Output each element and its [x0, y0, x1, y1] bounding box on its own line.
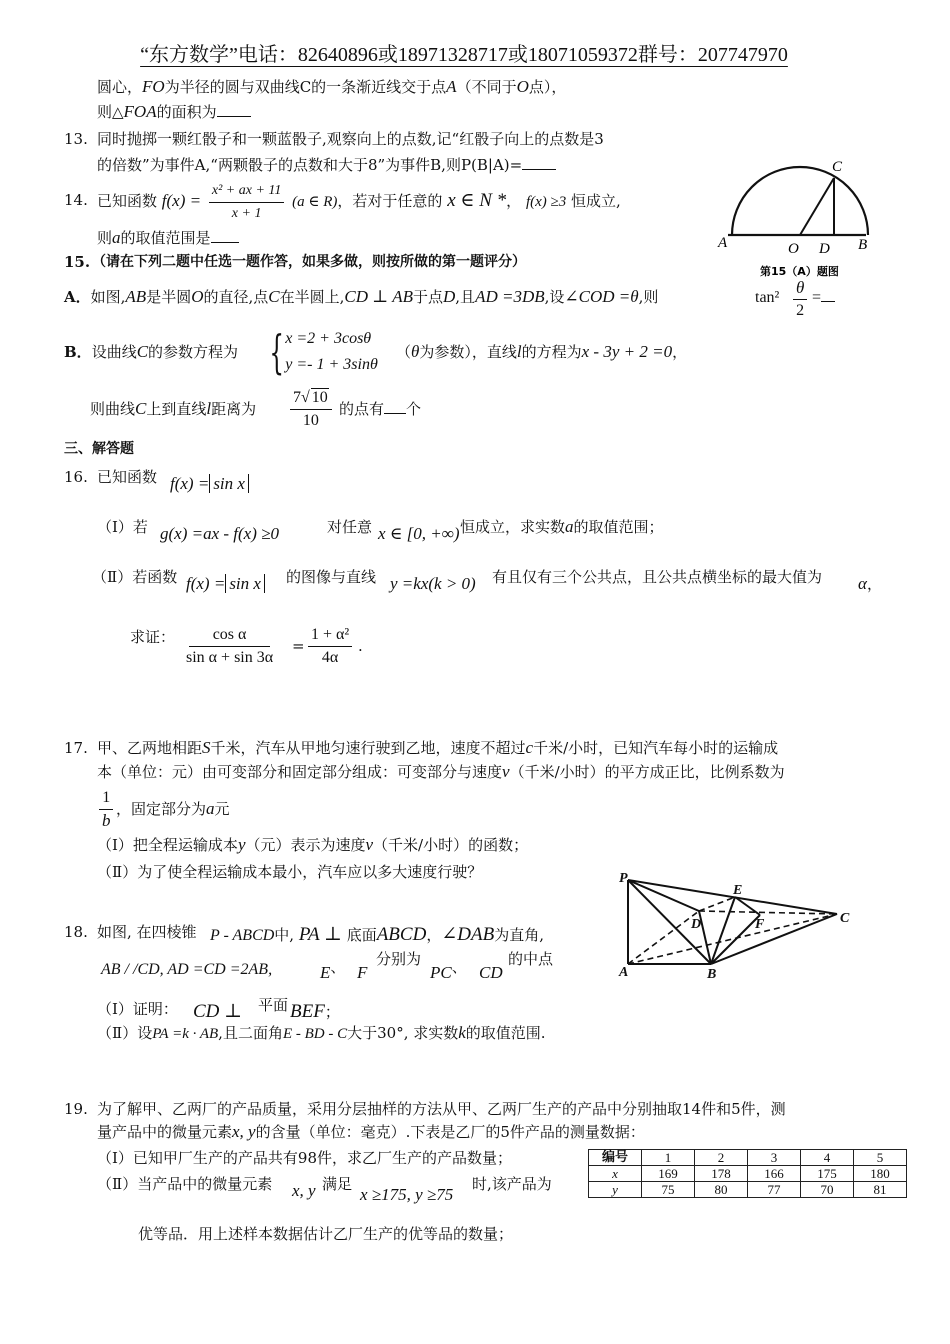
table-header-cell: 5 [854, 1150, 907, 1166]
q15b-t7: 则曲线 [90, 400, 136, 418]
q16-p1-label: （Ⅰ）若 [97, 518, 148, 536]
q15b-theta: θ [411, 342, 420, 361]
q15a-answer-blank [821, 287, 835, 302]
q14-a: a [112, 228, 121, 247]
label-f: F [755, 917, 765, 932]
header-text: “东方数学”电话：82640896或18971328717或18071059372群号：207747970 [140, 44, 788, 66]
q18-p1-t3: ； [324, 1003, 340, 1021]
q16-fx [170, 473, 249, 495]
q16-p2-alpha: α [858, 574, 867, 593]
q16-dot: . [358, 637, 363, 655]
q14-text-d: 恒成立, [571, 192, 621, 210]
label-c: C [832, 159, 843, 175]
q18-t6: 分别为 [376, 950, 422, 968]
segment-de-dashed [699, 897, 735, 911]
q15a-t6: ,且 [455, 288, 476, 306]
table-header-label: 编号 [589, 1150, 642, 1166]
q19-part1: （Ⅰ）已知甲厂生产的产品共有98件，求乙厂生产的产品数量； [97, 1149, 513, 1167]
q15b-line2 [90, 398, 256, 420]
q15a-ad-eq: AD =3DB [475, 287, 545, 306]
q16-p1-domain: x ∈ [0, +∞) [378, 524, 460, 543]
q15a-theta-over-2 [793, 277, 807, 322]
q18-e: E [320, 963, 331, 982]
q18-t1: 如图, 在四棱锥 [97, 923, 197, 941]
q15b-line2-rest [339, 398, 421, 420]
segment-oc [800, 178, 834, 235]
q15a-o: O [191, 287, 204, 306]
q18-p1-t2: 平面 [258, 996, 289, 1014]
q12-text-c: （不同于 [456, 78, 517, 96]
q16-p2-abs-sinx: sin x [225, 574, 265, 593]
q19-xy: x, y [232, 1122, 256, 1141]
semicircle-arc [732, 167, 868, 235]
q15b-l: l [516, 342, 522, 361]
q16-line1 [97, 466, 157, 488]
q15b-dist-root: 10 [311, 389, 328, 406]
q15b-dist-num: 7√ 10 [290, 387, 332, 410]
q14-line2 [97, 227, 239, 249]
q15b-t8: 上到直线 [146, 400, 207, 418]
q19-part2-cond [360, 1184, 453, 1206]
q17-y: y [237, 835, 246, 854]
q17-t4: 本（单位：元）由可变部分和固定部分组成：可变部分与速度 [97, 763, 503, 781]
q12-fo: FO [142, 77, 165, 96]
table-row-label: x [589, 1166, 642, 1182]
q19-p2-xy: x, y [292, 1181, 316, 1200]
q15b-dist-den: 10 [302, 412, 319, 429]
q14-fraction [209, 180, 284, 225]
q16-rhs-num: 1 + α² [308, 624, 352, 647]
q18-p2-dihedral: E - BD - C [282, 1026, 348, 1042]
q12-text-e: 则△ [97, 103, 124, 121]
q15a-tan-expr [755, 286, 779, 309]
table-cell: 180 [854, 1166, 907, 1182]
q16-lhs-den: sin α + sin 3α [186, 649, 274, 666]
q18-p1-bef: BEF [290, 1001, 325, 1022]
q18-line2-pc [430, 958, 467, 984]
q15a-label: A． [64, 288, 91, 306]
q17-v: v [502, 762, 510, 781]
q18-abcd: ABCD [376, 924, 427, 945]
q18-t7: 的中点 [508, 950, 554, 968]
q19-part2-cont: 优等品．用上述样本数据估计乙厂生产的优等品的数量； [138, 1225, 514, 1243]
q15b-t6: ， [672, 343, 688, 361]
label-b: B [707, 967, 717, 982]
q16-lhs-frac [183, 624, 276, 669]
q19-number: 19. [64, 1100, 88, 1118]
q16-p1-a: a [565, 517, 574, 536]
q14-fx-ge-3: f(x) ≥3 [525, 194, 567, 210]
q18-number: 18. [64, 923, 88, 941]
q18-p2-t2: ,且二面角 [218, 1024, 283, 1042]
q15b-label: B． [64, 343, 92, 361]
q16-eq-sign: = [292, 637, 305, 655]
label-o: O [788, 241, 799, 257]
q18-p1-cd-perp: CD ⊥ [193, 1001, 243, 1022]
q19-p2-text-c: 时,该产品为 [472, 1175, 552, 1193]
figure-18-pyramid [615, 866, 855, 986]
section-3-title: 三、解答题 [64, 441, 134, 457]
q18-part1 [97, 998, 178, 1020]
q13-line2 [97, 154, 556, 176]
q15b-answer-blank [384, 399, 406, 414]
q17-frac-num: 1 [99, 787, 113, 810]
q16-part2 [92, 566, 177, 588]
q17-number: 17. [64, 739, 88, 757]
q15b-x-eq: x =2 + 3cosθ [285, 330, 372, 347]
q16-part2-t1 [286, 566, 376, 588]
q16-p1-gx: g(x) =ax - f(x) ≥0 [160, 524, 279, 543]
label-a: A [619, 965, 629, 980]
q15b-line1-rest [396, 341, 687, 363]
q18-cd: CD [479, 963, 503, 982]
q17-line3 [116, 798, 230, 820]
q18-part2 [97, 1022, 546, 1045]
q18-line1 [97, 921, 197, 943]
table-row [589, 1166, 907, 1182]
q13-text: 的倍数”为事件A,“两颗骰子的点数和大于8”为事件B,则P(B|A)= [97, 156, 523, 174]
segment-eb [711, 897, 735, 964]
q16-rhs-den: 4α [321, 649, 339, 666]
q15a-t5: 于点 [412, 288, 443, 306]
figure-15a-caption: 第15（A）题图 [760, 265, 839, 278]
q18-f: F [357, 963, 368, 982]
segment-fb [711, 915, 760, 964]
q17-t1: 甲、乙两地相距 [97, 739, 203, 757]
q18-pyramid-name: P - ABCD [210, 927, 275, 944]
q16-p2-fx: f(x) = [186, 574, 226, 593]
q17-c: c [525, 738, 534, 757]
q14-fx: f(x) = [161, 191, 202, 210]
q15a-cd-perp-ab: CD ⊥ AB [344, 287, 413, 306]
q14-text-c: ， [506, 192, 522, 210]
q17-t5: （千米/小时）的平方成正比，比例系数为 [509, 763, 785, 781]
q16-p2-line-eq: y =kx(k > 0) [390, 574, 476, 593]
q18-p2-pa-eq: PA =k · AB [152, 1026, 219, 1042]
q16-lhs-num: cos α [189, 624, 271, 647]
q19-p2-text-b: 满足 [322, 1175, 353, 1193]
q19-t2: 的含量（单位：毫克）.下表是乙厂的5件产品的测量数据： [255, 1123, 645, 1141]
q17-t7: 元 [214, 800, 230, 818]
q18-line2-t [376, 948, 421, 970]
q15a-cod-eq: ∠COD =θ [564, 287, 639, 306]
q17-frac-den: b [102, 811, 111, 830]
q15a-t2: 是半圆 [146, 288, 192, 306]
table-header-cell: 3 [748, 1150, 801, 1166]
q17-line1 [97, 737, 778, 759]
q17-p1-t1: （Ⅰ）把全程运输成本 [97, 836, 238, 854]
q15a-d: D [443, 287, 456, 306]
q18-p2-t4: 的取值范围. [465, 1024, 546, 1042]
q14-frac-den: x + 1 [231, 205, 262, 221]
q18-pc: PC [430, 963, 452, 982]
q16-rhs-frac [308, 624, 352, 669]
q15a-c: C [268, 287, 280, 306]
edge-ad-dashed [628, 911, 702, 964]
q12-point-o: O [516, 77, 529, 96]
q18-line2-f [357, 962, 367, 984]
q19-part2-t2 [322, 1173, 352, 1195]
table-header-row [589, 1150, 907, 1166]
q12-text-d: 点）， [528, 78, 567, 96]
q15a-line [64, 286, 658, 308]
q16-part1-dom [378, 523, 460, 545]
q18-pa-perp: PA ⊥ [298, 924, 342, 945]
q15a-tan: tan² [755, 289, 780, 306]
q14-answer-blank [211, 228, 239, 243]
table-cell: 166 [748, 1166, 801, 1182]
q13-answer-blank [522, 155, 556, 170]
q15b-y-eq: y =- 1 + 3sinθ [285, 356, 378, 373]
q16-part2-t2 [492, 566, 822, 588]
q18-t4: ， [426, 926, 442, 944]
q14-text-f: 的取值范围是 [120, 229, 211, 247]
q18-t2: 中, [274, 926, 295, 944]
q18-line2-end [508, 948, 553, 970]
q18-line2 [101, 958, 272, 981]
table-row-label: y [589, 1182, 642, 1198]
label-a: A [718, 235, 728, 251]
table-cell: 75 [642, 1182, 695, 1198]
q15b-dist-coef: 7 [293, 389, 301, 406]
q17-p1-t2: （元）表示为速度 [245, 836, 366, 854]
table-cell: 77 [748, 1182, 801, 1198]
label-e: E [733, 883, 743, 898]
q13-line1: 同时抛掷一颗红骰子和一颗蓝骰子,观察向上的点数,记“红骰子向上的点数是3 [97, 130, 604, 148]
q16-p1-t2: 恒成立，求实数 [460, 518, 566, 536]
table-row [589, 1182, 907, 1198]
table-cell: 169 [642, 1166, 695, 1182]
q14-frac-num: x² + ax + 11 [209, 180, 284, 203]
q15b-system-lines [285, 326, 378, 378]
q18-line2-ef [320, 958, 346, 984]
q15a-equals [812, 286, 835, 309]
figure-15a-semicircle [718, 155, 868, 285]
q19-p2-t1: （Ⅱ）当产品中的微量元素 [97, 1175, 273, 1193]
q17-t6: ，固定部分为 [116, 800, 207, 818]
q15b-t3: （ [396, 343, 412, 361]
q18-p2-t1: （Ⅱ）设 [97, 1024, 153, 1042]
q17-t2: 千米，汽车从甲地匀速行驶到乙地，速度不超过 [210, 739, 526, 757]
q15a-theta: θ [796, 278, 805, 297]
q12-point-a: A [446, 77, 457, 96]
q15a-two: 2 [793, 299, 807, 322]
q18-part1-rest [258, 994, 288, 1016]
q19-part2-t3 [472, 1173, 552, 1195]
q16-part1 [97, 516, 148, 538]
q16-part2-line [390, 573, 476, 595]
measurement-table [588, 1149, 907, 1198]
q15b-t9: 距离为 [211, 400, 257, 418]
q15b-t1: 设曲线 [91, 343, 137, 361]
q12-foa: FOA [123, 102, 157, 121]
table-cell: 70 [801, 1182, 854, 1198]
q18-angle-dab: ∠DAB [441, 924, 495, 945]
q12-text-f: 的面积为 [156, 103, 217, 121]
q19-line2 [97, 1121, 645, 1143]
q15b-t11: 个 [406, 400, 422, 418]
q19-part2-xy [292, 1180, 316, 1202]
q16-part1-end [460, 516, 664, 538]
table-header-cell: 1 [642, 1150, 695, 1166]
table-cell: 81 [854, 1182, 907, 1198]
q14-line1 [97, 178, 621, 225]
q18-line1-math [210, 924, 544, 947]
q16-p1-t1: 对任意 [327, 518, 373, 536]
q15b-t2: 的参数方程为 [148, 343, 239, 361]
q18-conditions: AB / /CD, AD =CD =2AB, [101, 961, 273, 978]
q14-text-a: 已知函数 [97, 192, 158, 210]
q16-p2-text-b: 的图像与直线 [286, 568, 377, 586]
q15b-c: C [136, 342, 149, 361]
q15b-t10: 的点有 [339, 400, 385, 418]
label-p: P [619, 871, 628, 886]
label-b: B [858, 237, 868, 253]
q15-instruction: （请在下列二题中任选一题作答，如果多做，则按所做的第一题评分） [92, 254, 526, 270]
table-header-cell: 4 [801, 1150, 854, 1166]
q17-frac-1-over-b [99, 787, 114, 832]
q17-t3: 千米/小时，已知汽车每小时的运输成 [533, 739, 779, 757]
q18-part1-math [193, 1001, 242, 1023]
q15b-line1-text [64, 341, 238, 363]
label-c: C [840, 911, 850, 926]
q18-p2-k: k [458, 1023, 466, 1042]
q18-sep: 、 [330, 958, 346, 976]
q17-a: a [206, 799, 215, 818]
q14-number: 14. [64, 191, 88, 209]
q17-v2: v [365, 835, 374, 854]
q18-line2-cd [479, 962, 503, 984]
table-cell: 175 [801, 1166, 854, 1182]
q15b-t4: 为参数），直线 [419, 343, 517, 361]
q16-part1-rest [327, 516, 372, 538]
q16-p1-t3: 的取值范围； [573, 518, 664, 536]
q19-t1: 量产品中的微量元素 [97, 1123, 233, 1141]
q16-p2-label: （Ⅱ）若函数 [92, 568, 178, 586]
table-header-cell: 2 [695, 1150, 748, 1166]
q12-text-b: 为半径的圆与双曲线C的一条渐近线交于点 [164, 78, 447, 96]
q15b-c2: C [135, 399, 147, 418]
label-d: D [819, 241, 830, 257]
q15a-t3: 的直径,点 [203, 288, 269, 306]
q15b-distance-frac [290, 387, 332, 432]
q12-line1 [97, 76, 566, 98]
q14-condition: (a ∈ R) [292, 194, 338, 210]
q15a-t7: ,设 [544, 288, 565, 306]
q18-p2-t3: 大于30°, 求实数 [347, 1024, 459, 1042]
q17-p1-t3: （千米/小时）的函数； [373, 836, 529, 854]
q17-part2: （Ⅱ）为了使全程运输成本最小，汽车应以多大速度行驶？ [97, 863, 483, 881]
q14-text-b: ，若对于任意的 [337, 192, 443, 210]
q18-t3: 底面 [346, 926, 377, 944]
q12-text-a: 圆心， [97, 78, 143, 96]
q15b-l2: l [206, 399, 212, 418]
q19-line1: 为了解甲、乙两厂的产品质量，采用分层抽样的方法从甲、乙两厂生产的产品中分别抽取14件和5件，测 [97, 1100, 786, 1118]
q14-x-in-n: x ∈ N * [447, 190, 507, 211]
q15b-line-eq: x - 3y + 2 =0 [581, 342, 673, 361]
q18-t5: 为直角, [494, 926, 544, 944]
q15-number: 15. [64, 253, 91, 271]
q17-s: S [202, 738, 211, 757]
q17-part1 [97, 834, 528, 856]
q16-part2-fx [186, 573, 265, 595]
q13-number: 13. [64, 130, 88, 148]
q18-p1-t1: （Ⅰ）证明： [97, 1000, 178, 1018]
q17-line2 [97, 761, 785, 783]
q12-answer-blank [217, 102, 251, 117]
q15b-param-system [262, 326, 378, 378]
label-d: D [691, 917, 702, 932]
q15b-t5: 的方程为 [521, 343, 582, 361]
header-contact [64, 38, 864, 67]
q14-text-e: 则 [97, 229, 113, 247]
q19-p2-condition: x ≥175, y ≥75 [360, 1185, 454, 1204]
q16-number: 16. [64, 468, 88, 486]
q16-text-a: 已知函数 [97, 468, 158, 486]
q16-fx-label: f(x) = [170, 474, 210, 493]
q16-part1-expr [160, 523, 279, 545]
q15a-t1: 如图, [90, 288, 126, 306]
q19-part2 [97, 1173, 272, 1195]
q16-abs-sinx: sin x [209, 474, 249, 493]
q16-prove-label: 求证： [130, 628, 176, 646]
q15b-brace: { [269, 325, 284, 379]
q15a-ab: AB [125, 287, 147, 306]
q18-sep2: 、 [451, 958, 467, 976]
table-cell: 80 [695, 1182, 748, 1198]
q12-line2 [97, 101, 251, 123]
q15a-t8: ,则 [638, 288, 659, 306]
q18-part1-bef [290, 1001, 340, 1023]
edge-pd [628, 880, 699, 911]
q15a-t4: 在半圆上, [279, 288, 345, 306]
table-cell: 178 [695, 1166, 748, 1182]
q16-p2-text-d: ， [866, 575, 882, 593]
q15a-eq-sign: = [812, 289, 822, 306]
q16-p2-text-c: 有且仅有三个公共点，且公共点横坐标的最大值为 [492, 568, 823, 586]
q16-part2-alpha [858, 573, 882, 595]
